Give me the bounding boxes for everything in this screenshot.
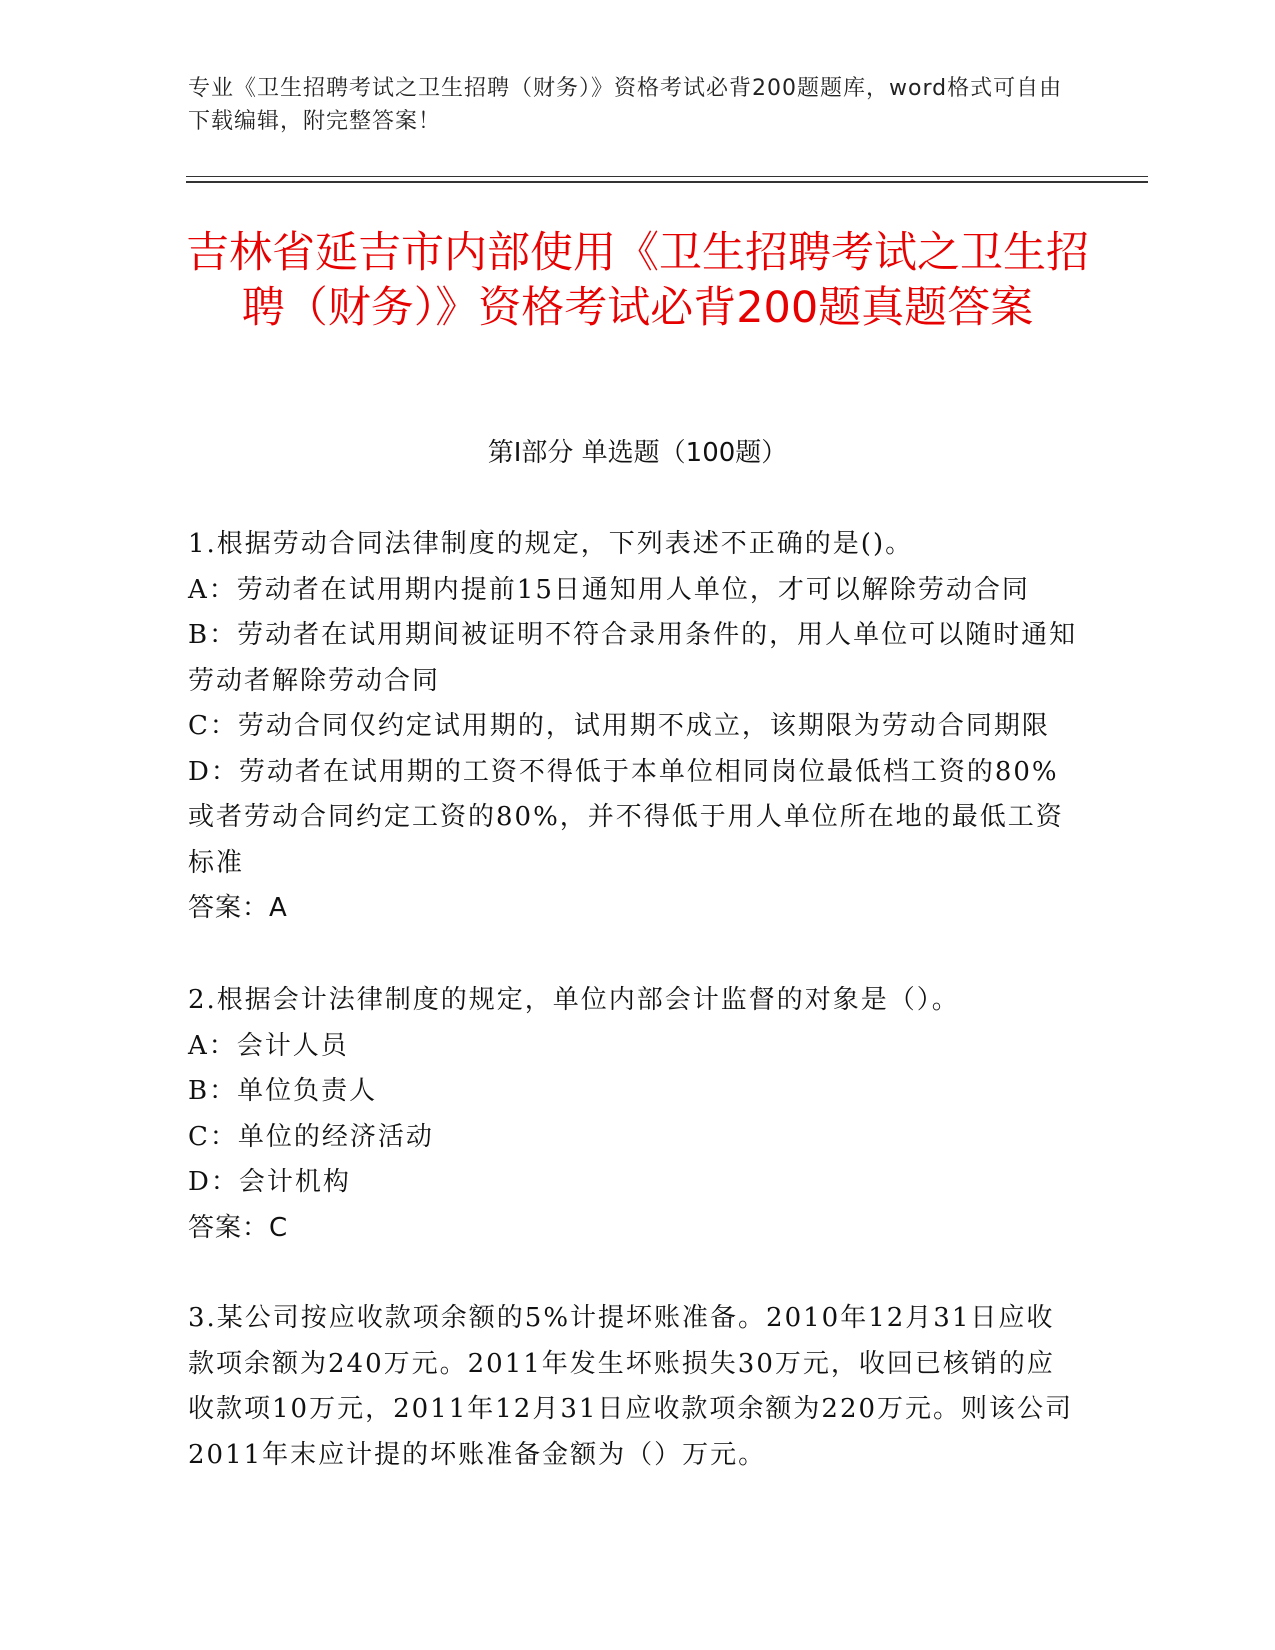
question-stem: 1.根据劳动合同法律制度的规定，下列表述不正确的是()。 (188, 529, 914, 559)
option-c: C：单位的经济活动 (188, 1121, 434, 1152)
section-heading: 第Ⅰ部分 单选题（100题） (487, 438, 788, 468)
question-1 (188, 522, 1078, 932)
question-stem: 2.根据会计法律制度的规定，单位内部会计监督的对象是（）。 (188, 985, 960, 1015)
option-b: B：单位负责人 (188, 1076, 378, 1106)
header-note: 专业《卫生招聘考试之卫生招聘（财务）》资格考试必背200题题库，word格式可自由下载编辑，附完整答案！ (188, 76, 1063, 134)
option-c: C：劳动合同仅约定试用期的，试用期不成立，该期限为劳动合同期限 (188, 711, 1050, 741)
option-a: A：会计人员 (188, 1030, 349, 1061)
option-d: D：劳动者在试用期的工资不得低于本单位相同岗位最低档工资的80%或者劳动合同约定工资的80%，并不得低于用人单位所在地的最低工资标准 (188, 756, 1064, 878)
header-divider-thin (186, 176, 1148, 177)
question-2 (188, 978, 1078, 1251)
header-divider-thick (186, 181, 1148, 183)
answer-label: 答案：C (188, 1212, 289, 1243)
question-3 (188, 1296, 1078, 1478)
document-title: 吉林省延吉市内部使用《卫生招聘考试之卫生招聘（财务）》资格考试必背200题真题答案 (186, 228, 1089, 333)
question-stem: 3.某公司按应收款项余额的5%计提坏账准备。2010年12月31日应收款项余额为240万元。2011年发生坏账损失30万元，收回已核销的应收款项10万元，2011年12月31日应收款项余额为220万元。则该公司2011年末应计提的坏账准备金额为（）万元。 (188, 1303, 1074, 1470)
option-a: A：劳动者在试用期内提前15日通知用人单位，才可以解除劳动合同 (188, 574, 1030, 605)
answer-label: 答案：A (188, 893, 288, 923)
option-d: D：会计机构 (188, 1167, 351, 1197)
option-b: B：劳动者在试用期间被证明不符合录用条件的，用人单位可以随时通知劳动者解除劳动合同 (188, 620, 1078, 696)
